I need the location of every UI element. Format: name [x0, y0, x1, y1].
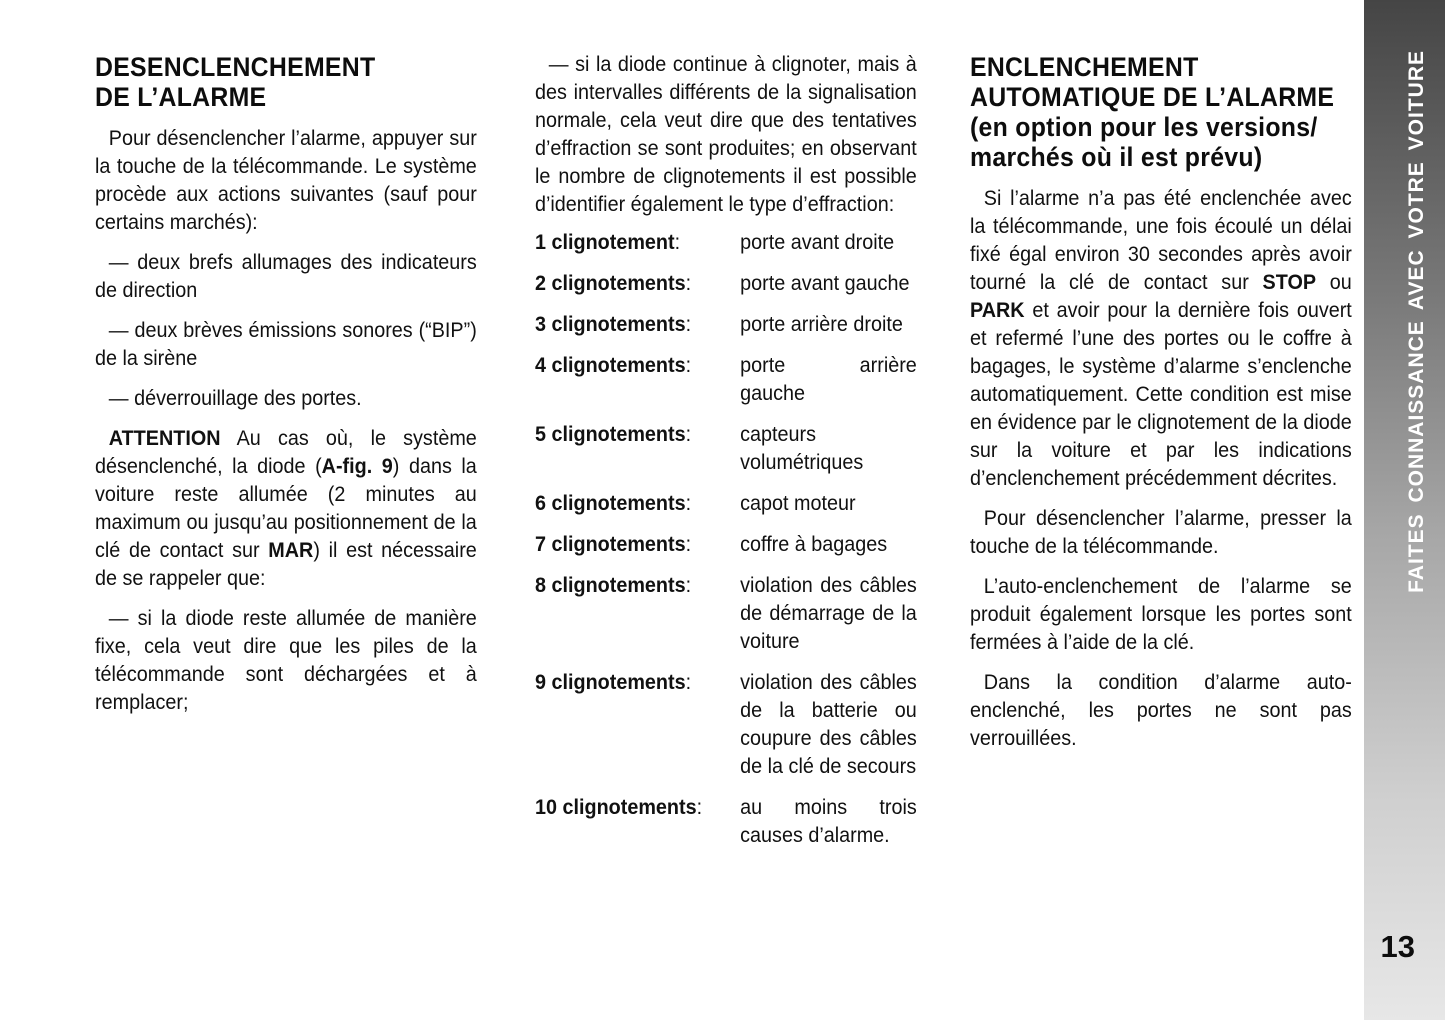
blink-description: violation des câbles de démarrage de la voiture	[740, 573, 917, 653]
blink-count-label: 6 clignotements:	[535, 491, 692, 515]
paragraph: — déverrouillage des portes.	[108, 386, 362, 410]
sidebar	[1364, 0, 1445, 1020]
paragraph: — deux brefs allumages des indicateurs de direction	[95, 250, 477, 302]
heading-line: (en option pour les versions/	[970, 112, 1318, 142]
blink-count-label: 3 clignotements:	[535, 312, 692, 336]
blink-row	[535, 668, 917, 780]
blink-row	[535, 530, 917, 558]
sidebar-vertical-title: FAITES CONNAISSANCE AVEC VOTRE VOITURE	[1405, 50, 1428, 593]
blink-table	[535, 228, 917, 849]
blink-description: capteurs volumétriques	[740, 422, 864, 474]
blink-count-label: 9 clignotements:	[535, 670, 692, 694]
column-left	[95, 52, 477, 716]
blink-row	[535, 571, 917, 655]
paragraph: Si l’alarme n’a pas été enclenchée avec la télécommande, une fois écoulé un délai fixé égal environ 30 secondes après avoir tourné la clé de contact sur STOP ou PARK et avoir pour la dernière fois ouvert et refermé l’une des portes ou le coffre à bagages, le système d’alarme s’enclenche automatiquement. Cette condition est mise en évidence par le clignotement de la diode sur la voiture et par les indications d’enclenchement précédemment décrites.	[970, 186, 1352, 490]
column-right	[970, 52, 1352, 752]
heading-line: AUTOMATIQUE DE L’ALARME	[970, 82, 1335, 112]
heading-line: ENCLENCHEMENT	[970, 52, 1199, 82]
blink-count-label: 10 clignotements:	[535, 795, 703, 819]
paragraph: L’auto-enclenchement de l’alarme se produit également lorsque les portes sont fermées à l’aide de la clé.	[970, 574, 1352, 654]
paragraph: — si la diode reste allumée de manière fixe, cela veut dire que les piles de la télécommande sont déchargées et à remplacer;	[95, 606, 477, 714]
blink-description: porte arrière droite	[740, 312, 903, 336]
blink-row	[535, 228, 917, 256]
paragraph: — si la diode continue à clignoter, mais à des intervalles différents de la signalisation normale, cela veut dire que des tentatives d’effraction se sont produites; en observant le nombre de clignotements il est possible d’identifier également le type d’effraction:	[535, 52, 917, 216]
blink-count-label: 7 clignotements:	[535, 532, 692, 556]
blink-count-label: 8 clignotements:	[535, 573, 692, 597]
column-center	[535, 50, 917, 849]
paragraph-list	[970, 184, 1352, 752]
blink-count-label: 5 clignotements:	[535, 422, 692, 446]
paragraph: ATTENTION Au cas où, le système désenclenché, la diode (A-fig. 9) dans la voiture reste allumée (2 minutes au maximum ou jusqu’au positionnement de la clé de contact sur MAR) il est nécessaire de se rappeler que:	[95, 426, 477, 590]
paragraph: Pour désenclencher l’alarme, presser la touche de la télécommande.	[970, 506, 1352, 558]
blink-count-label: 4 clignotements:	[535, 353, 692, 377]
paragraph: Pour désenclencher l’alarme, appuyer sur la touche de la télécommande. Le système procède aux actions suivantes (sauf pour certains marchés):	[95, 126, 477, 234]
heading-line: DESENCLENCHEMENT	[95, 52, 376, 82]
blink-description: coffre à bagages	[740, 532, 888, 556]
blink-row	[535, 351, 917, 407]
blink-count-label: 2 clignotements:	[535, 271, 692, 295]
blink-description: violation des câbles de la batterie ou coupure des câbles de la clé de secours	[740, 670, 917, 778]
paragraph: — deux brèves émissions sonores (“BIP”) de la sirène	[95, 318, 477, 370]
blink-description: capot moteur	[740, 491, 856, 515]
section-heading-desenclenchement	[95, 52, 477, 112]
blink-count-label: 1 clignotement:	[535, 230, 681, 254]
blink-row	[535, 420, 917, 476]
blink-row	[535, 489, 917, 517]
paragraph: Dans la condition d’alarme auto-enclenché, les portes ne sont pas verrouillées.	[970, 670, 1352, 750]
blink-row	[535, 310, 917, 338]
heading-line: DE L’ALARME	[95, 82, 267, 112]
blink-description: porte avant droite	[740, 230, 895, 254]
blink-description: au moins trois causes d’alarme.	[740, 795, 917, 847]
blink-description: porte avant gauche	[740, 271, 910, 295]
heading-line: marchés où il est prévu)	[970, 142, 1263, 172]
blink-row	[535, 793, 917, 849]
paragraph-list	[95, 124, 477, 716]
blink-row	[535, 269, 917, 297]
page-number: 13	[1380, 929, 1415, 964]
blink-description: porte arrière gauche	[740, 353, 917, 405]
section-heading-enclenchement	[970, 52, 1352, 172]
